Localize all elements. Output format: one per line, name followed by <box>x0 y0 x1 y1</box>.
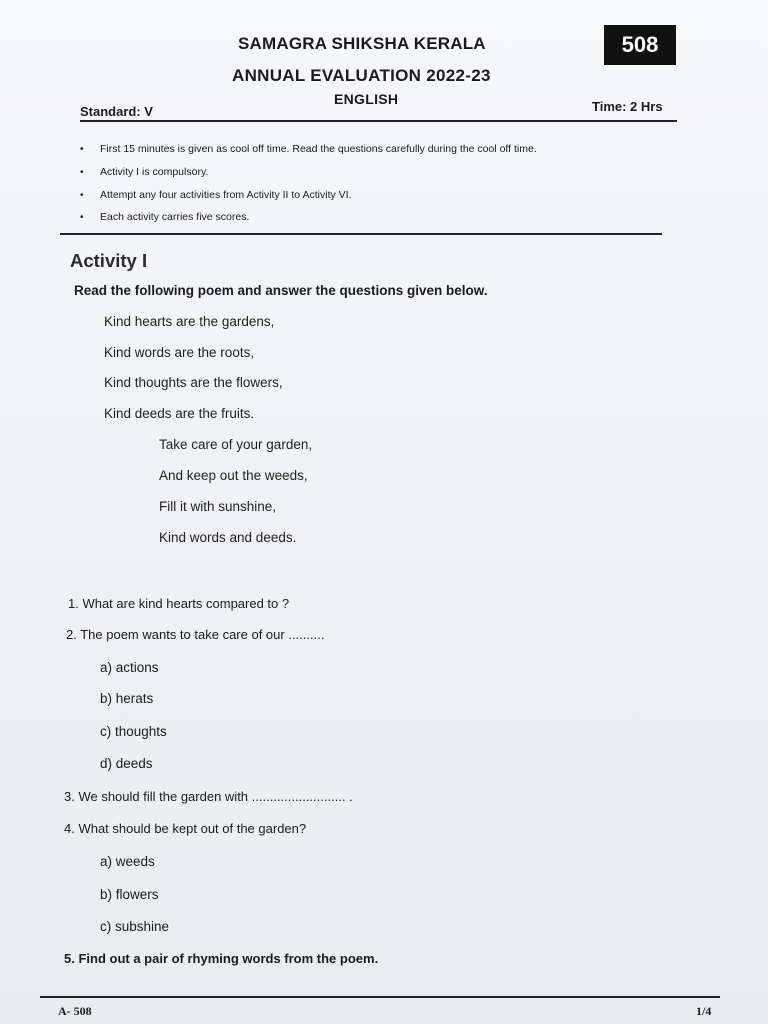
bullet-icon: • <box>80 212 84 223</box>
bullet-icon: • <box>80 190 84 201</box>
instruction-item: • First 15 minutes is given as cool off time. Read the questions carefully during the cool off time. <box>80 143 537 155</box>
org-title: SAMAGRA SHIKSHA KERALA <box>238 34 486 53</box>
question-3: 3. We should fill the garden with .......................... . <box>64 789 353 804</box>
instruction-item: • Each activity carries five scores. <box>80 211 250 223</box>
poem-line: Fill it with sunshine, <box>159 499 277 514</box>
standard-label: Standard: V <box>80 104 153 119</box>
time-label: Time: 2 Hrs <box>592 99 663 114</box>
footer-rule <box>40 996 720 998</box>
question-2-option: c) thoughts <box>100 724 167 739</box>
poem-line: Kind hearts are the gardens, <box>104 314 275 329</box>
poem-line: And keep out the weeds, <box>159 468 308 483</box>
poem-line: Kind words are the roots, <box>104 345 255 360</box>
question-4-option: a) weeds <box>100 854 155 869</box>
activity-title: Activity I <box>70 250 148 271</box>
subject-title: ENGLISH <box>334 91 399 107</box>
header-rule <box>80 120 677 122</box>
paper-code-badge: 508 <box>604 25 676 65</box>
question-4-option: b) flowers <box>100 887 159 902</box>
instruction-item: • Activity I is compulsory. <box>80 166 209 178</box>
question-2-option: a) actions <box>100 660 159 675</box>
bullet-icon: • <box>80 144 84 155</box>
instruction-item: • Attempt any four activities from Activity II to Activity VI. <box>80 189 352 201</box>
poem-line: Kind deeds are the fruits. <box>104 406 255 421</box>
footer-code: A- 508 <box>58 1004 92 1018</box>
question-5: 5. Find out a pair of rhyming words from the poem. <box>64 951 379 966</box>
poem-line: Take care of your garden, <box>159 437 313 452</box>
exam-title: ANNUAL EVALUATION 2022-23 <box>232 66 491 85</box>
question-4-option: c) subshine <box>100 919 170 934</box>
question-4: 4. What should be kept out of the garden? <box>64 821 307 836</box>
bullet-icon: • <box>80 167 84 178</box>
poem-line: Kind thoughts are the flowers, <box>104 375 283 390</box>
question-1: 1. What are kind hearts compared to ? <box>68 596 290 611</box>
question-2-option: b) herats <box>100 691 154 706</box>
question-2-option: d) deeds <box>100 756 153 771</box>
activity-prompt: Read the following poem and answer the questions given below. <box>74 283 488 298</box>
poem-line: Kind words and deeds. <box>159 530 297 545</box>
question-2: 2. The poem wants to take care of our .......... <box>66 627 325 642</box>
instructions-rule <box>60 233 662 235</box>
page-number: 1/4 <box>696 1004 712 1018</box>
